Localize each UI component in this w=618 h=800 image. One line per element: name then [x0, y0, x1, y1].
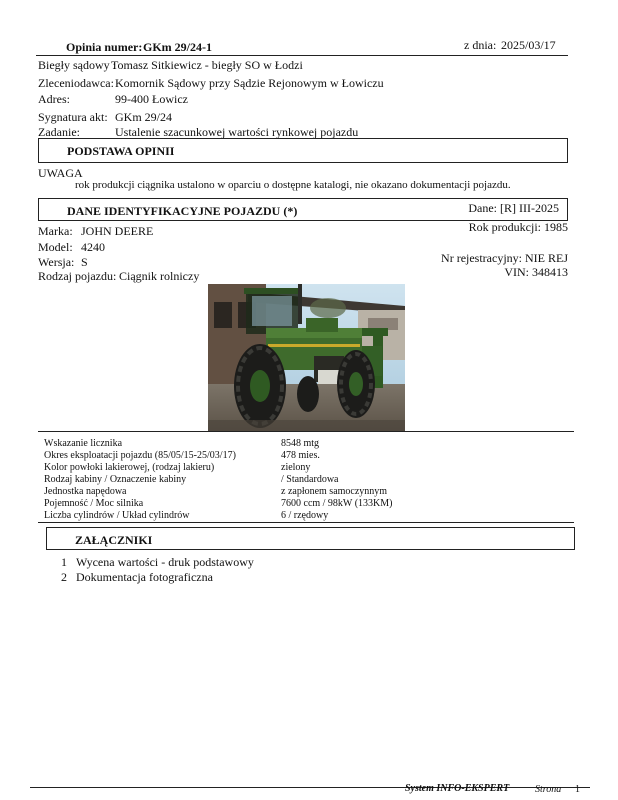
opinion-label: Opinia numer: — [66, 40, 143, 54]
footer-system: System INFO-EKSPERT — [405, 783, 510, 794]
attachments-title: ZAŁĄCZNIKI — [75, 533, 153, 547]
type-value: Ciągnik rolniczy — [119, 269, 200, 283]
make-label: Marka: — [38, 224, 73, 238]
production-year: Rok produkcji: 1985 — [468, 220, 568, 234]
spec-row — [44, 510, 564, 522]
attachment-item: Dokumentacja fotograficzna — [76, 570, 213, 584]
spec-row — [44, 438, 564, 450]
specs-table — [44, 438, 564, 522]
spec-row — [44, 462, 564, 474]
signature-label: Sygnatura akt: — [38, 110, 108, 124]
spec-row — [44, 450, 564, 462]
client-label: Zleceniodawca: — [38, 76, 114, 90]
spec-label: Rodzaj kabiny / Oznaczenie kabiny — [44, 474, 187, 485]
specs-bottom-rule — [38, 522, 574, 523]
basis-note-text: rok produkcji ciągnika ustalono w oparciu o dostępne katalogi, nie okazano dokumentacji pojazdu. — [75, 179, 511, 191]
registration-number: Nr rejestracyjny: NIE REJ — [441, 251, 568, 265]
identification-title: DANE IDENTYFIKACYJNE POJAZDU (*) — [67, 204, 298, 218]
date-value: 2025/03/17 — [501, 38, 556, 52]
version-value: S — [81, 255, 88, 269]
basis-note-label: UWAGA — [38, 166, 83, 180]
expert-value: Tomasz Sitkiewicz - biegły SO w Łodzi — [111, 58, 303, 72]
expert-label: Biegły sądowy : — [38, 58, 116, 72]
spec-value: / Standardowa — [281, 474, 339, 485]
identification-data-label: Dane: [R] III-2025 — [468, 201, 559, 215]
spec-row — [44, 474, 564, 486]
spec-value: 8548 mtg — [281, 438, 320, 449]
model-label: Model: — [38, 240, 73, 254]
spec-label: Liczba cylindrów / Układ cylindrów — [44, 510, 190, 521]
spec-label: Okres eksploatacji pojazdu (85/05/15-25/03/17) — [44, 450, 236, 461]
tractor-photo — [208, 284, 405, 432]
spec-value: 478 mies. — [281, 450, 320, 461]
spec-value: 7600 ccm / 98kW (133KM) — [281, 498, 393, 509]
attachment-item: Wycena wartości - druk podstawowy — [76, 555, 254, 569]
spec-label: Kolor powłoki lakierowej, (rodzaj lakieru) — [44, 462, 215, 473]
basis-header-box — [38, 138, 568, 163]
attachment-number: 1 — [61, 555, 67, 569]
footer-page-number: 1 — [575, 784, 580, 795]
address-label: Adres: — [38, 92, 70, 106]
signature-value: GKm 29/24 — [115, 110, 172, 124]
client-value: Komornik Sądowy przy Sądzie Rejonowym w Łowiczu — [115, 76, 384, 90]
model-value: 4240 — [81, 240, 105, 254]
specs-top-rule — [38, 431, 574, 432]
spec-label: Wskazanie licznika — [44, 438, 123, 449]
attachment-number: 2 — [61, 570, 67, 584]
opinion-number: GKm 29/24-1 — [143, 40, 212, 54]
type-label: Rodzaj pojazdu: — [38, 269, 117, 283]
spec-row — [44, 498, 564, 510]
spec-value: z zapłonem samoczynnym — [281, 486, 388, 497]
address-value: 99-400 Łowicz — [115, 92, 188, 106]
date-label: z dnia: — [464, 38, 497, 52]
attachments-header-box — [46, 527, 575, 550]
task-value: Ustalenie szacunkowej wartości rynkowej pojazdu — [115, 125, 359, 139]
spec-label: Jednostka napędowa — [44, 486, 127, 497]
header-rule — [36, 55, 568, 56]
spec-row — [44, 486, 564, 498]
vin-number: VIN: 348413 — [504, 265, 568, 279]
spec-value: zielony — [281, 462, 311, 473]
make-value: JOHN DEERE — [81, 224, 154, 238]
version-label: Wersja: — [38, 255, 75, 269]
spec-value: 6 / rzędowy — [281, 510, 329, 521]
identification-header-box — [38, 198, 568, 221]
spec-label: Pojemność / Moc silnika — [44, 498, 144, 509]
footer-page-label: Strona — [535, 784, 562, 795]
task-label: Zadanie: — [38, 125, 80, 139]
basis-title: PODSTAWA OPINII — [67, 144, 175, 158]
